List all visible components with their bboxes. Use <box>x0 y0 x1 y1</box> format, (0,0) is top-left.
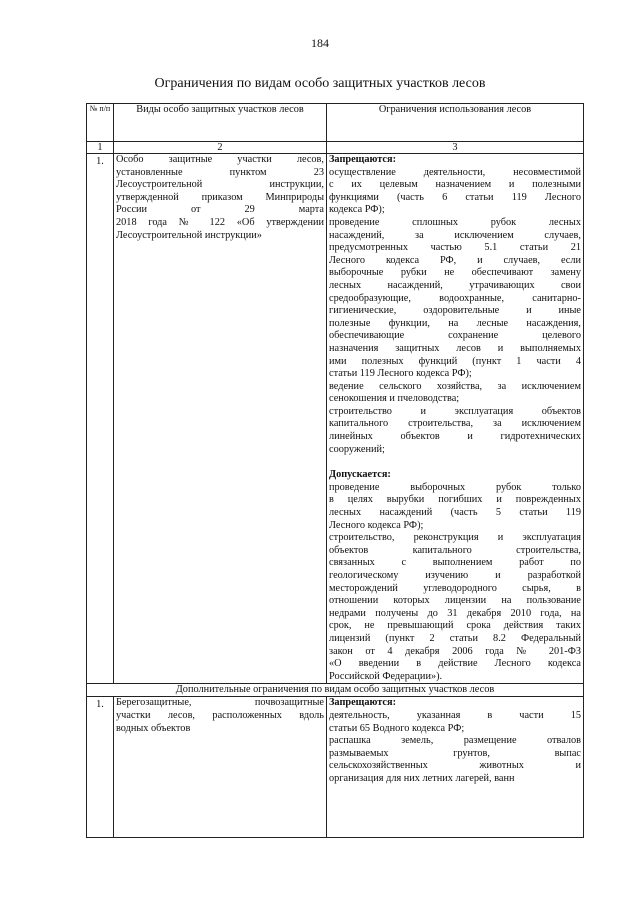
text-line: осуществление деятельности, несовместимой <box>329 166 581 178</box>
text-line: деятельность, указанная в части 15 <box>329 709 581 721</box>
text-line: полезные функции, на лесные насаждения, <box>329 317 581 329</box>
text-line: участки лесов, расположенных вдоль <box>116 709 324 721</box>
text-line: размываемых грунтов, выпас <box>329 747 581 759</box>
text-line: строительство и эксплуатация объектов <box>329 405 581 417</box>
prohibited-heading: Запрещаются: <box>329 154 397 165</box>
text-line: назначения защитных лесов и выполняемых <box>329 342 581 354</box>
text-line: обеспечивающие сохранение целевого <box>329 330 581 342</box>
text-line: связанных с выполнением работ по <box>329 557 581 569</box>
text-line: Лесоустроительной инструкции, <box>116 179 324 191</box>
row1-type-cell <box>114 154 327 684</box>
text-line: 2018 года № 122 «Об утверждении <box>116 216 324 228</box>
row-number: 1. <box>87 154 114 684</box>
prohibited-heading: Запрещаются: <box>329 697 397 709</box>
header-restrictions: Ограничения использования лесов <box>327 104 584 142</box>
text-line: функциями (часть 6 статьи 119 Лесного <box>329 191 581 203</box>
text-line: в целях вырубки погибших и поврежденных <box>329 494 581 506</box>
text-line: организация для них летних лагерей, ванн <box>329 772 515 784</box>
text-line: гигиенические, оздоровительные и иные <box>329 305 581 317</box>
row1-restrictions-cell <box>327 154 584 684</box>
text-line: объектов капитального строительства, <box>329 544 581 556</box>
text-line: лицензий (пункт 2 статьи 8.2 Федеральный <box>329 632 581 644</box>
allowed-heading: Допускается: <box>329 469 391 481</box>
text-line: выборочные рубки не обеспечивают замену <box>329 267 581 279</box>
text-line: закон от 4 декабря 2006 года № 201-ФЗ <box>329 645 581 657</box>
table-header-row <box>87 104 584 142</box>
text-line: недрами получены до 31 декабря 2010 года, на <box>329 607 581 619</box>
text-line: месторождений углеводородного сырья, в <box>329 582 581 594</box>
text-line: проведение сплошных рубок лесных <box>329 216 581 228</box>
page-title: Ограничения по видам особо защитных участков лесов <box>154 76 486 91</box>
table-row <box>87 154 584 684</box>
text-line: статьи 65 Водного кодекса РФ; <box>329 722 465 734</box>
text-line: России от 29 марта <box>116 204 324 216</box>
text-line: насаждений, за исключением случаев, <box>329 229 581 241</box>
text-line: с их целевым назначением и полезными <box>329 179 581 191</box>
text-line: Лесного кодекса РФ); <box>329 519 424 531</box>
text-line: Российской Федерации»). <box>329 670 443 682</box>
row2-restrictions-cell <box>327 697 584 838</box>
text-line: проведение выборочных рубок только <box>329 481 581 493</box>
text-line: Лесоустроительной инструкции» <box>116 229 262 241</box>
text-line: утвержденной приказом Минприроды <box>116 191 324 203</box>
text-line: ведение сельского хозяйства, за исключением <box>329 380 581 392</box>
text-line: Берегозащитные, почвозащитные <box>116 697 324 709</box>
subheader-row <box>87 684 584 697</box>
text-line: сооружений; <box>329 443 385 455</box>
text-line: статьи 119 Лесного кодекса РФ); <box>329 368 472 380</box>
text-line: Особо защитные участки лесов, <box>116 154 324 165</box>
column-index: 2 <box>114 142 327 154</box>
header-num: № п/п <box>87 104 114 142</box>
restrictions-table <box>86 103 584 838</box>
text-line: строительство, реконструкция и эксплуатация <box>329 532 581 544</box>
column-index: 1 <box>87 142 114 154</box>
text-line: предусмотренных частью 5.1 статьи 21 <box>329 242 581 254</box>
table-row <box>87 697 584 838</box>
column-index-row <box>87 142 584 154</box>
text-line: линейных объектов и гидротехнических <box>329 431 581 443</box>
row2-type-cell <box>114 697 327 838</box>
text-line: ими полезных функций (пункт 1 части 4 <box>329 355 581 367</box>
text-line: сенокошения и пчеловодства; <box>329 393 460 405</box>
text-line: капитального строительства, за исключением <box>329 418 581 430</box>
text-line: лесных насаждений, утрачивающих свои <box>329 279 581 291</box>
additional-restrictions-heading: Дополнительные ограничения по видам особо защитных участков лесов <box>87 684 584 697</box>
text-line: водных объектов <box>116 722 191 734</box>
text-line: сельскохозяйственных животных и <box>329 760 581 772</box>
text-line: распашка земель, размещение отвалов <box>329 735 581 747</box>
text-line: отношении которых лицензии на пользование <box>329 595 581 607</box>
text-line: средообразующие, водоохранные, санитарно- <box>329 292 581 304</box>
column-index: 3 <box>327 142 584 154</box>
text-line: «О введении в действие Лесного кодекса <box>329 658 581 670</box>
text-line: геологическому изучению и разработкой <box>329 570 581 581</box>
page-number: 184 <box>311 36 329 50</box>
text-line: срок, не превышающий срока действия таких <box>329 620 581 632</box>
text-line: установленные пунктом 23 <box>116 166 324 178</box>
header-types: Виды особо защитных участков лесов <box>114 104 327 142</box>
text-line: лесных насаждений (часть 5 статьи 119 <box>329 507 581 519</box>
row-number: 1. <box>87 697 114 838</box>
text-line: Лесного кодекса РФ, и случаев, если <box>329 254 581 266</box>
text-line: кодекса РФ); <box>329 204 385 216</box>
